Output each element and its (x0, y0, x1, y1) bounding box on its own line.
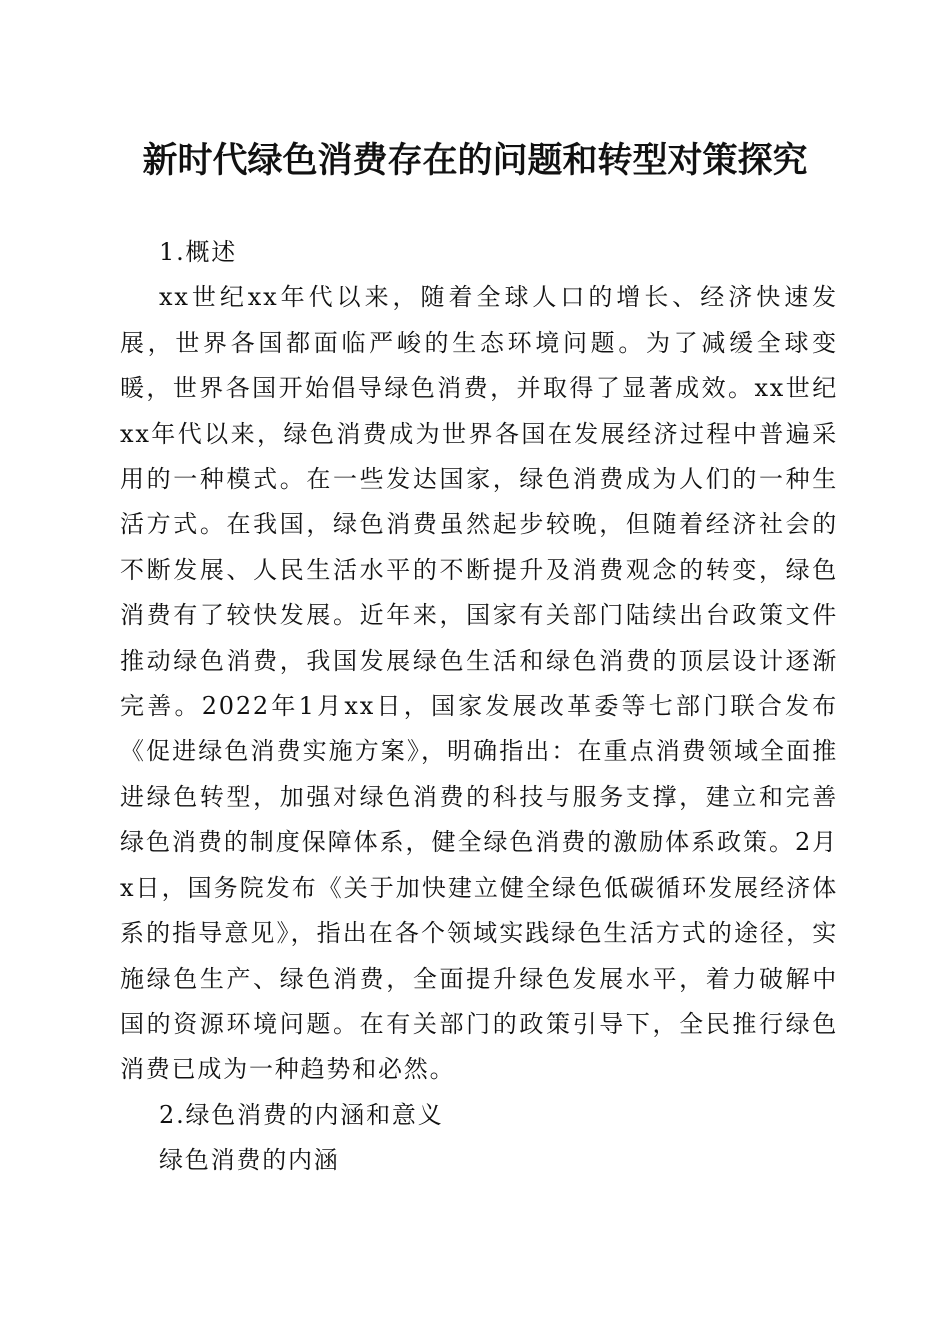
document-body (120, 230, 838, 1184)
subsection-heading-connotation: 绿色消费的内涵 (159, 1146, 340, 1175)
overview-paragraph: xx世纪xx年代以来，随着全球人口的增长、经济快速发展，世界各国都面临严峻的生态环境问题。为了减缓全球变暖，世界各国开始倡导绿色消费，并取得了显著成效。xx世纪xx年代以来，绿色消费成为世界各国在发展经济过程中普遍采用的一种模式。在一些发达国家，绿色消费成为人们的一种生活方式。在我国，绿色消费虽然起步较晚，但随着经济社会的不断发展、人民生活水平的不断提升及消费观念的转变，绿色消费有了较快发展。近年来，国家有关部门陆续出台政策文件推动绿色消费，我国发展绿色生活和绿色消费的顶层设计逐渐完善。2022年1月xx日，国家发展改革委等七部门联合发布《促进绿色消费实施方案》，明确指出：在重点消费领域全面推进绿色转型，加强对绿色消费的科技与服务支撑，建立和完善绿色消费的制度保障体系，健全绿色消费的激励体系政策。2月x日，国务院发布《关于加快建立健全绿色低碳循环发展经济体系的指导意见》，指出在各个领域实践绿色生活方式的途径，实施绿色生产、绿色消费，全面提升绿色发展水平，着力破解中国的资源环境问题。在有关部门的政策引导下，全民推行绿色消费已成为一种趋势和必然。 (120, 283, 838, 1084)
section-heading-overview: 1.概述 (159, 238, 238, 266)
section-heading-connotation-significance: 2.绿色消费的内涵和意义 (159, 1100, 444, 1129)
document-title: 新时代绿色消费存在的问题和转型对策探究 (142, 140, 808, 181)
